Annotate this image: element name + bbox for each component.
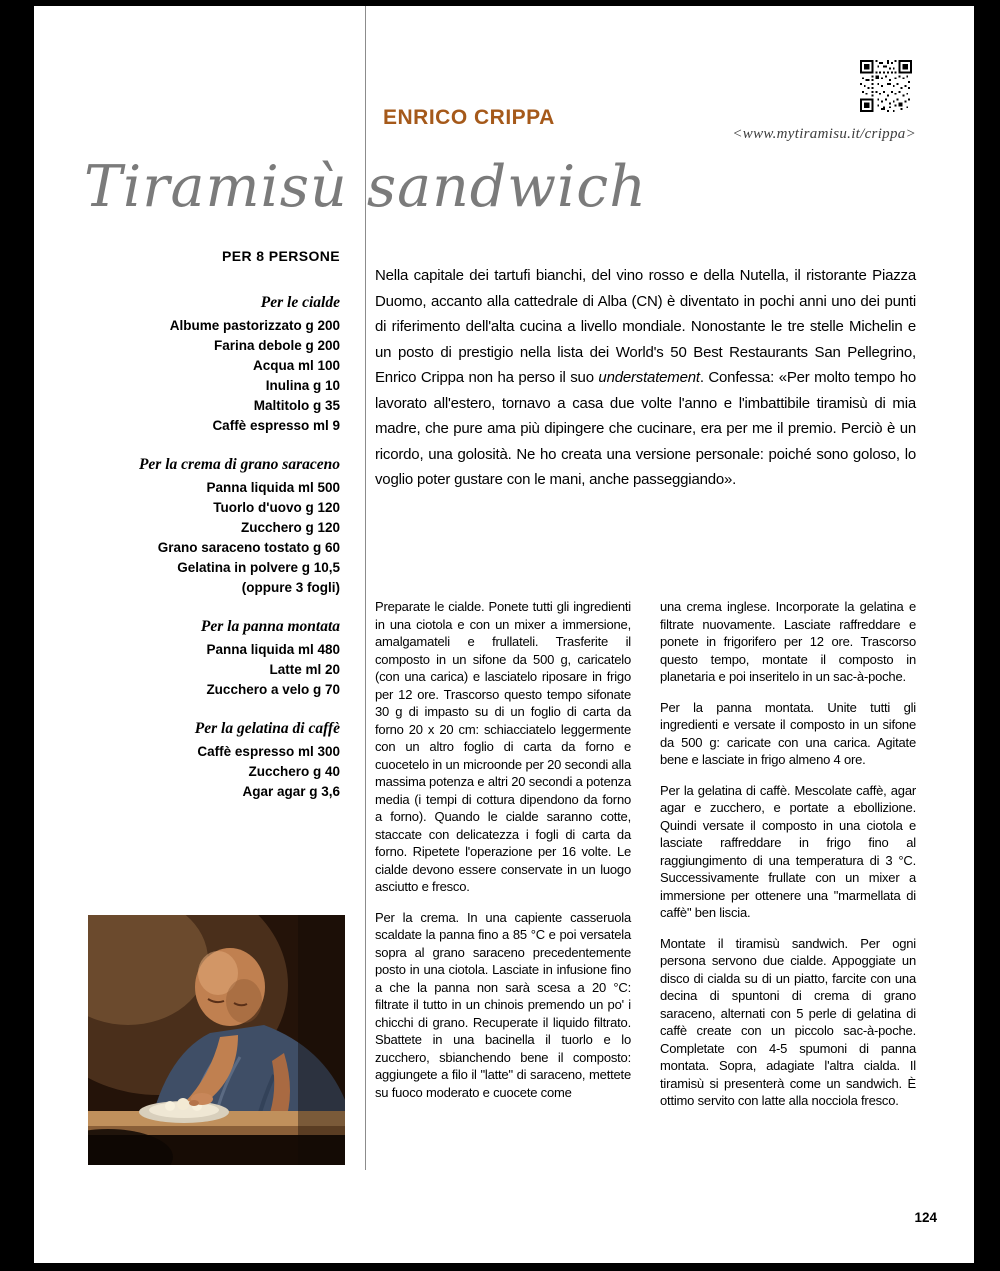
website-url: <www.mytiramisu.it/crippa>: [732, 126, 916, 142]
intro-paragraph: [375, 263, 916, 493]
ingredient-item: Panna liquida ml 480: [206, 642, 340, 657]
servings-label: PER 8 PERSONE: [221, 248, 340, 264]
ingredients-panel: [54, 246, 340, 802]
scan-border-left: [0, 0, 34, 1271]
ingredient-item: Latte ml 20: [269, 662, 340, 677]
ingredient-group-heading: Per le cialde: [260, 294, 340, 311]
ingredient-group-cialde: [54, 292, 340, 436]
method-paragraph-crema: Per la crema. In una capiente casseruola scaldate la panna fino a 85 °C e poi versatela sopra al grano saraceno precedentemente posto in una ciotola. Lasciate in infusione fino a che la panna non sarà scesa a 20 °C: filtrate il tutto in un chinois premendo un po' i chicchi di grano. Recuperate il liquido filtrato. Sbattete in una bacinella il tuorlo e lo zucchero, sbianchendo bene il composto: aggiungete a filo il "latte" di saraceno, mettete su fuoco moderato e cuocete come: [375, 909, 631, 1100]
ingredient-item: Agar agar g 3,6: [242, 784, 340, 799]
method-paragraph-panna: Per la panna montata. Unite tutti gli ingredienti e versate il composto in un sifone da 500 g: caricate con una carica. Agitate bene e lasciate in frigo almeno 4 ore.: [660, 699, 916, 767]
ingredient-item: Zucchero g 120: [240, 520, 340, 535]
chef-photo: [88, 915, 345, 1165]
method-section: [375, 598, 916, 1123]
scan-border-bottom: [0, 1263, 1000, 1271]
ingredient-item: Gelatina in polvere g 10,5: [177, 560, 340, 575]
ingredient-item: Grano saraceno tostato g 60: [157, 540, 340, 555]
ingredient-group-crema: [54, 454, 340, 598]
method-paragraph-cialde: Preparate le cialde. Ponete tutti gli ingredienti in una ciotola e con un mixer a immersione, amalgamateli e frullateli. Trasferite il composto in un sifone da 500 g, caricatelo (con una carica) e lasciatelo riposare in frigo per 12 ore. Trascorso questo tempo sifonate 30 g di impasto su di un foglio di carta da forno 20 x 20 cm: schiacciatelo leggermente con un altro foglio di carta da forno e cuocetelo in un microonde per 20 secondi alla massima potenza e altri 20 secondi a potenza media (i tempi di cottura dipendono da forno a forno). Quando le cialde saranno cotte, staccate con delicatezza i fogli di carta da forno. Ripetete l'operazione per 16 volte. Le cialde devono essere conservate in un luogo asciutto e fresco.: [375, 599, 631, 894]
ingredient-item: Albume pastorizzato g 200: [169, 318, 340, 333]
ingredient-item: Panna liquida ml 500: [206, 480, 340, 495]
ingredient-group-gelatina: [54, 718, 340, 802]
ingredient-item: Zucchero a velo g 70: [206, 682, 340, 697]
chef-name: ENRICO CRIPPA: [383, 106, 555, 129]
ingredient-item: Acqua ml 100: [252, 358, 340, 373]
page-number: 124: [914, 1210, 937, 1225]
ingredient-group-panna: [54, 616, 340, 700]
qr-code: [858, 58, 914, 114]
ingredient-group-heading: Per la crema di grano saraceno: [138, 456, 340, 473]
ingredient-group-heading: Per la panna montata: [200, 618, 340, 635]
recipe-title: Tiramisù sandwich: [84, 154, 647, 220]
ingredient-item: (oppure 3 fogli): [241, 580, 340, 595]
intro-text: Nella capitale dei tartufi bianchi, del vino rosso e della Nutella, il ristorante Piazza Duomo, accanto alla cattedrale di Alba (CN) è diventato in pochi anni uno dei punti di riferimento dell'alta cucina a livello mondiale. Nonostante le tre stelle Michelin e un posto di prestigio nella lista dei World's 50 Best Restaurants San Pellegrino, Enrico Crippa non ha perso il suo: [375, 267, 916, 386]
method-paragraph-gelatina: Per la gelatina di caffè. Mescolate caffè, agar agar e zucchero, e portate a ebollizione. Quindi versate il composto in una ciotola e lasciate raffreddare in frigo fino al raggiungimento di una temperatura di 3 °C. Successivamente frullate con un mixer a immersione per ottenere una "marmellata di caffè" ben liscia.: [660, 782, 916, 920]
page: [34, 6, 974, 1263]
scan-border-right: [974, 0, 1000, 1271]
ingredient-item: Farina debole g 200: [213, 338, 340, 353]
method-paragraph-crema-cont: una crema inglese. Incorporate la gelatina e filtrate nuovamente. Lasciate raffreddare e ponete in frigorifero per 12 ore. Trascorso questo tempo, montate il composto in planetaria e poi inseritelo in un sac-à-poche.: [660, 599, 916, 684]
ingredient-item: Maltitolo g 35: [253, 398, 340, 413]
ingredient-item: Caffè espresso ml 300: [197, 744, 340, 759]
ingredient-item: Caffè espresso ml 9: [212, 418, 340, 433]
ingredient-item: Tuorlo d'uovo g 120: [213, 500, 340, 515]
intro-text: . Confessa: «Per molto tempo ho lavorato all'estero, tornavo a casa due volte l'anno e l'imbattibile tiramisù di mia madre, che pure ama più dipingere che cucinare, era per me il premio. Perciò è un ricordo, una golosità. Ne ho creata una versione personale: poiché sono goloso, lo voglio poter gustare con le mani, anche passeggiando».: [375, 369, 916, 488]
method-column-2: [660, 598, 916, 1123]
intro-italic-word: understatement: [598, 369, 700, 386]
method-paragraph-montaggio: Montate il tiramisù sandwich. Per ogni persona servono due cialde. Appoggiate un disco di cialda su di un piatto, farcite con una decina di spuntoni di crema di grano saraceno, alternati con 5 perle di gelatina di caffè create con un piccolo sac-à-poche. Completate con 4-5 spumoni di panna montata. Sopra, adagiate l'altra cialda. Il tiramisù si presenterà come un sandwich. È ottimo servito con latte alla nocciola fresco.: [660, 935, 916, 1108]
method-column-1: [375, 598, 631, 1123]
ingredient-item: Zucchero g 40: [248, 764, 340, 779]
ingredient-group-heading: Per la gelatina di caffè: [194, 720, 340, 737]
ingredient-item: Inulina g 10: [265, 378, 340, 393]
